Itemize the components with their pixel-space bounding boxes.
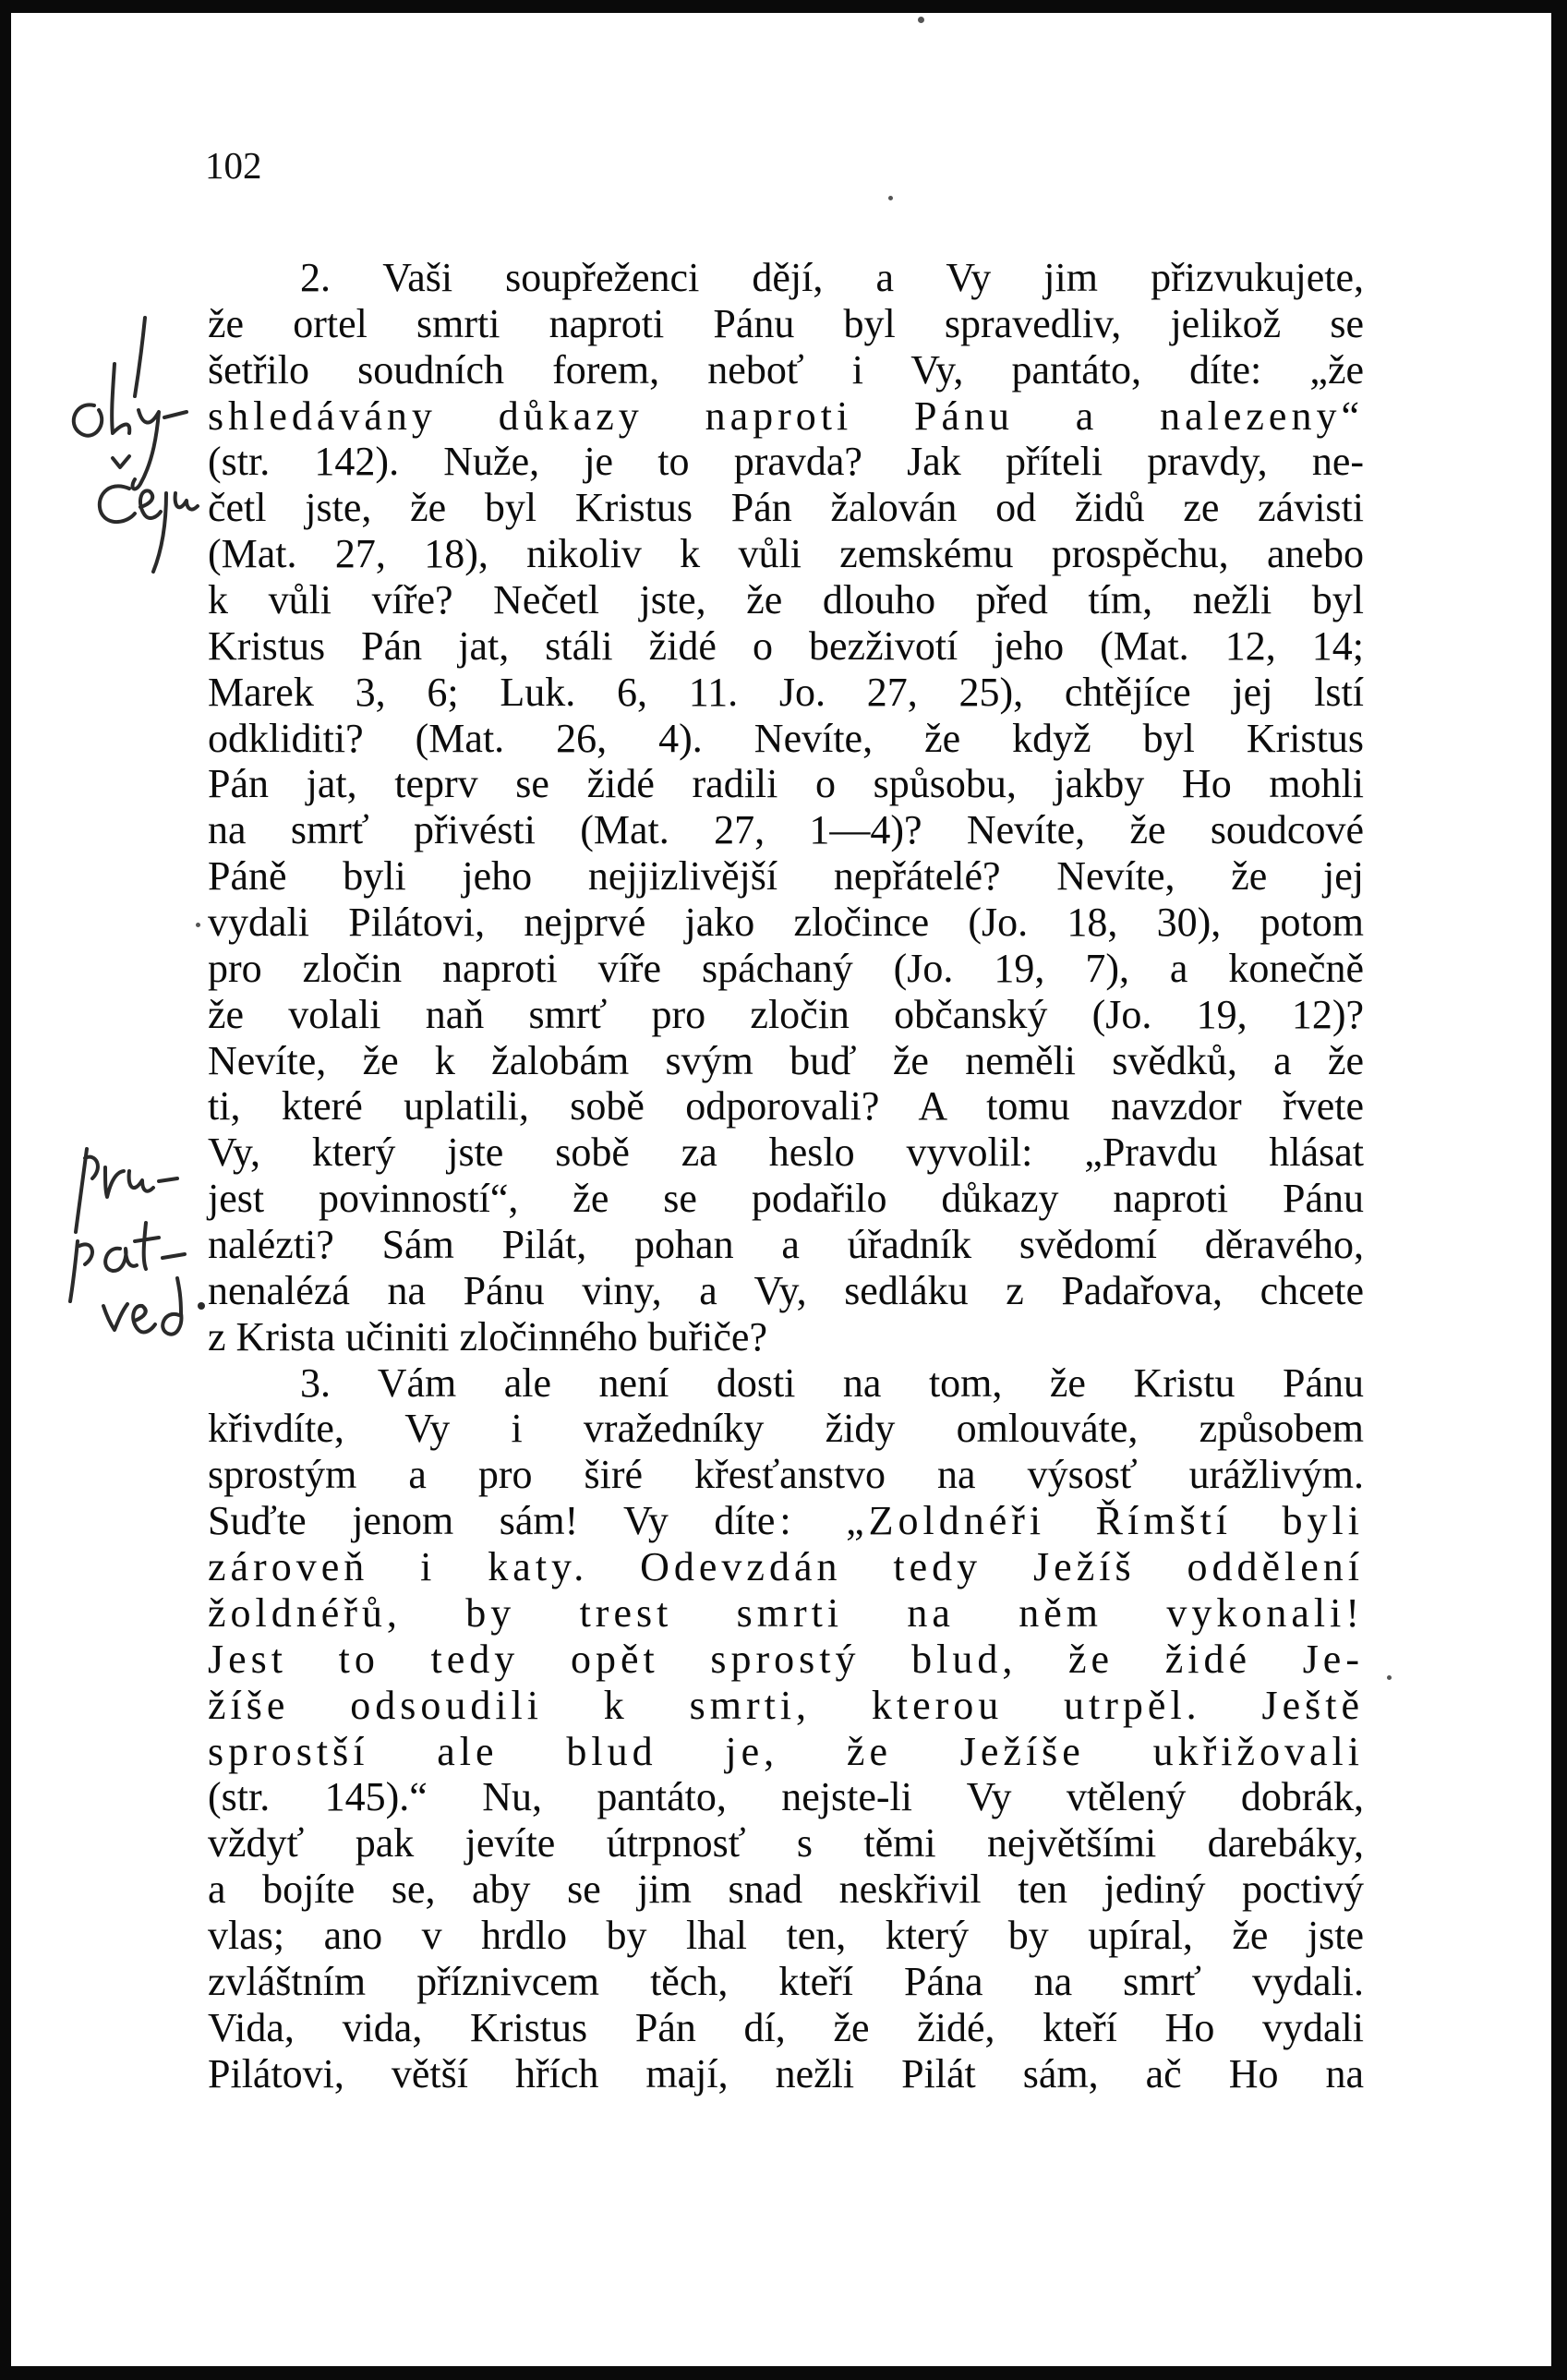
text-line: Nevíte, že k žalobám svým buď že neměli svědků, a že bbox=[208, 1037, 1364, 1083]
body-text bbox=[208, 255, 1364, 2096]
text-line: že ortel smrti naproti Pánu byl spravedliv, jelikož se bbox=[208, 300, 1364, 346]
text-line: Pán jat, teprv se židé radili o spůsobu, jakby Ho mohli bbox=[208, 761, 1364, 807]
text-line: Kristus Pán jat, stáli židé o bezživotí jeho (Mat. 12, 14; bbox=[208, 622, 1364, 669]
text-line: 2. Vaši soupřeženci dějí, a Vy jim přizvukujete, bbox=[300, 255, 1364, 300]
text-line: četl jste, že byl Kristus Pán žalován od židů ze závisti bbox=[208, 485, 1364, 531]
text-line: (str. 145).“ Nu, pantáto, nejste-li Vy vtělený dobrák, bbox=[208, 1774, 1364, 1820]
handwritten-margin-note-bottom bbox=[39, 1140, 214, 1361]
text-line: shledávány důkazy naproti Pánu a nalezeny“ bbox=[208, 393, 1364, 439]
text-line: vždyť pak jevíte útrpnosť s těmi největšími darebáky, bbox=[208, 1820, 1364, 1867]
text-line: a bojíte se, aby se jim snad neskřivil ten jediný poctivý bbox=[208, 1867, 1364, 1913]
text-line: nenalézá na Pánu viny, a Vy, sedláku z Padařova, chcete bbox=[208, 1267, 1364, 1313]
text-line: vydali Pilátovi, nejprvé jako zločince (Jo. 18, 30), potom bbox=[208, 900, 1364, 946]
text-line: sprostší ale blud je, že Ježíše ukřižovali bbox=[208, 1728, 1364, 1774]
text-line: vlas; ano v hrdlo by lhal ten, který by upíral, že jste bbox=[208, 1912, 1364, 1958]
speck-mark bbox=[888, 196, 893, 200]
text-line bbox=[208, 1498, 1364, 1544]
speck-mark bbox=[196, 923, 200, 927]
text-line: (str. 142). Nuže, je to pravda? Jak příteli pravdy, ne- bbox=[208, 439, 1364, 485]
text-line: ti, které uplatili, sobě odporovali? A tomu navzdor řvete bbox=[208, 1083, 1364, 1130]
speck-mark bbox=[918, 17, 924, 23]
text-line: zároveň i katy. Odevzdán tedy Ježíš oddělení bbox=[208, 1544, 1364, 1590]
text-line: Marek 3, 6; Luk. 6, 11. Jo. 27, 25), chtějíce jej lstí bbox=[208, 669, 1364, 715]
handwritten-margin-note-top bbox=[57, 308, 214, 586]
speck-mark bbox=[1387, 1675, 1392, 1680]
text-line: Pilátovi, větší hřích mají, nežli Pilát sám, ač Ho na bbox=[208, 2050, 1364, 2096]
text-line: nalézti? Sám Pilát, pohan a úřadník svědomí děravého, bbox=[208, 1222, 1364, 1268]
document-page bbox=[11, 13, 1551, 2366]
text-line: žoldnéřů, by trest smrti na něm vykonali! bbox=[208, 1589, 1364, 1636]
text-line-spaced-part: e: „Zoldnéři Římští byli bbox=[756, 1498, 1365, 1544]
text-line-part: Suďte jenom sám! Vy dít bbox=[208, 1498, 757, 1544]
text-line: pro zločin naproti víře spáchaný (Jo. 19, 7), a konečně bbox=[208, 945, 1364, 991]
text-line: Páně byli jeho nejjizlivější nepřátelé? Nevíte, že jej bbox=[208, 853, 1364, 900]
text-line: odkliditi? (Mat. 26, 4). Nevíte, že když byl Kristus bbox=[208, 715, 1364, 761]
text-line: z Krista učiniti zločinného buřiče? bbox=[208, 1313, 767, 1359]
text-line: (Mat. 27, 18), nikoliv k vůli zemskému prospěchu, anebo bbox=[208, 531, 1364, 577]
text-line: 3. Vám ale není dosti na tom, že Kristu Pánu bbox=[300, 1359, 1364, 1406]
text-line: zvláštním příznivcem těch, kteří Pána na smrť vydali. bbox=[208, 1958, 1364, 2004]
text-line: Vida, vida, Kristus Pán dí, že židé, kteří Ho vydali bbox=[208, 2004, 1364, 2050]
text-line: že volali naň smrť pro zločin občanský (Jo. 19, 12)? bbox=[208, 991, 1364, 1037]
text-line: Jest to tedy opět sprostý blud, že židé Je- bbox=[208, 1636, 1364, 1682]
text-line: jest povinností“, že se podařilo důkazy naproti Pánu bbox=[208, 1176, 1364, 1222]
text-line: žíše odsoudili k smrti, kterou utrpěl. Ještě bbox=[208, 1682, 1364, 1728]
page-number: 102 bbox=[205, 144, 262, 187]
text-line: sprostým a pro širé křesťanstvo na výsosť urážlivým. bbox=[208, 1452, 1364, 1498]
text-line: k vůli víře? Nečetl jste, že dlouho před tím, nežli byl bbox=[208, 577, 1364, 623]
text-line: Vy, který jste sobě za heslo vyvolil: „Pravdu hlásat bbox=[208, 1130, 1364, 1176]
text-line: na smrť přivésti (Mat. 27, 1—4)? Nevíte, že soudcové bbox=[208, 807, 1364, 853]
text-line: šetřilo soudních forem, neboť i Vy, pantáto, díte: „že bbox=[208, 346, 1364, 393]
text-line: křivdíte, Vy i vražedníky židy omlouváte, způsobem bbox=[208, 1406, 1364, 1452]
